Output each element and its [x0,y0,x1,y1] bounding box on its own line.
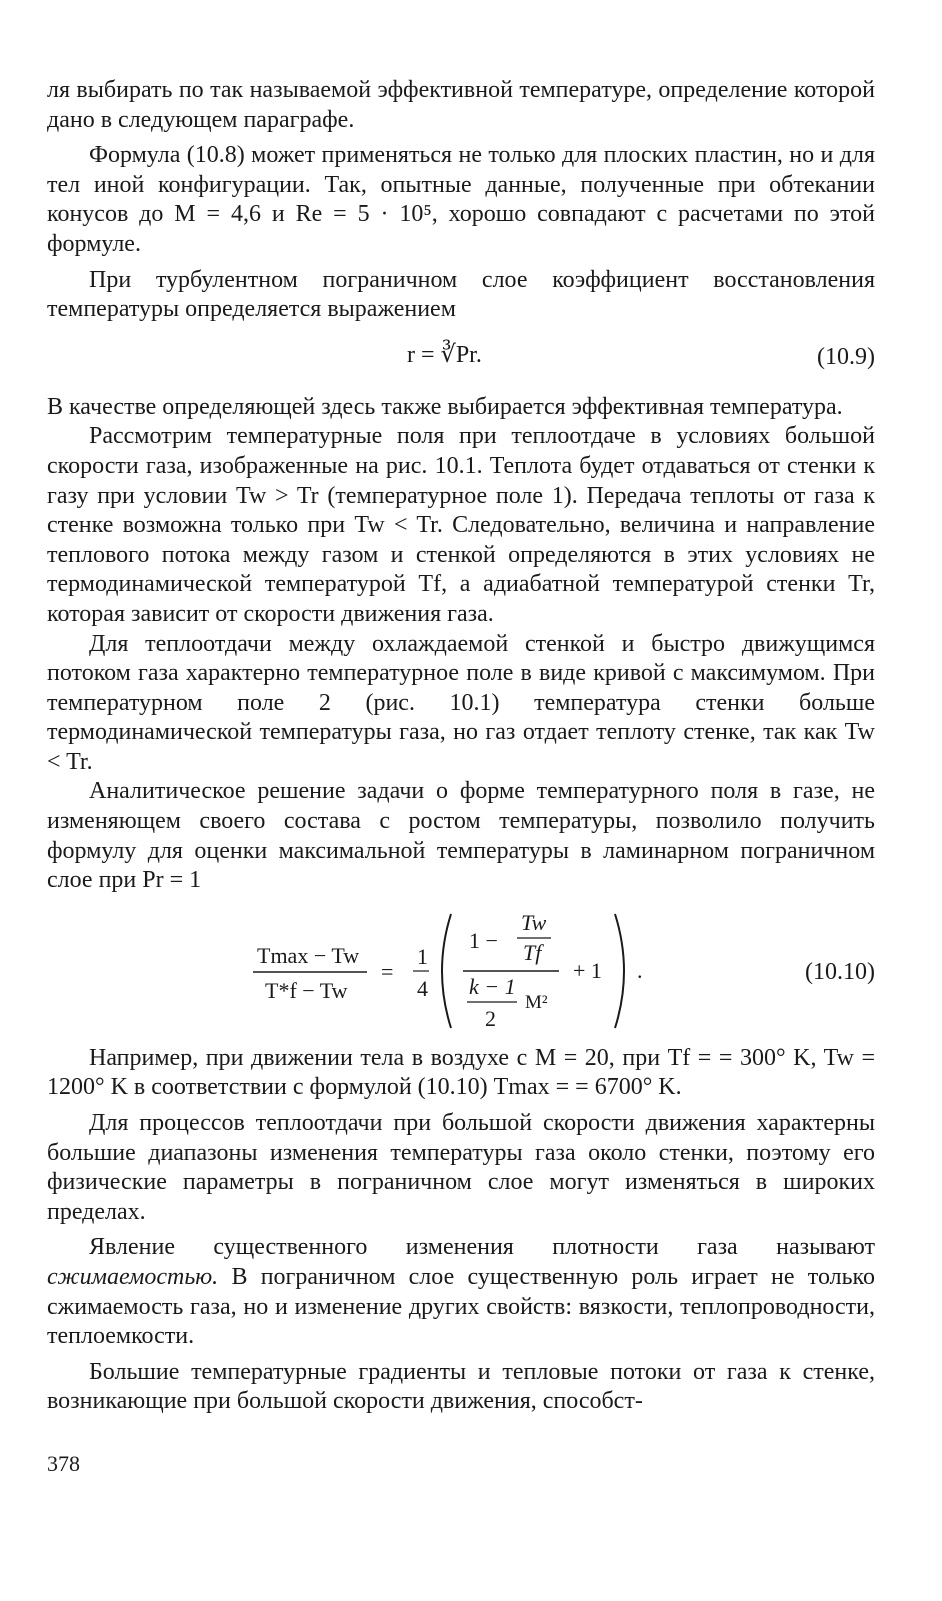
eq-plus-one: + 1 [573,957,602,983]
equation-10-9-formula: r = ∛Pr. [407,341,482,368]
paragraph-4: В качестве определяющей здесь также выбирается эффективная температура. [47,393,843,420]
equation-10-9 [47,337,875,377]
eq-lhs-denominator: T*f − Tw [265,977,348,1003]
eq-coef-numerator: 1 [417,943,428,969]
paragraph-9: Для процессов теплоотдачи при большой скорости движения характерны большие диапазоны изменения температуры газа около стенки, поэтому его физические параметры в пограничном слое могут изменяться в широких пределах. [47,1110,875,1225]
equation-10-10-number: (10.10) [805,958,875,985]
paragraph-10-start: Явление существенного изменения плотности газа называют [89,1234,875,1261]
eq-inner-tw: Tw [521,909,547,935]
eq-lhs-numerator: Tmax − Tw [257,942,360,968]
paragraph-2: Формула (10.8) может применяться не только для плоских пластин, но и для тел иной конфигурации. Так, опытные данные, полученные при обтекании конусов до M = 4,6 и Re = 5 · 10⁵, хорошо совпадают с расчетами по этой формуле. [47,142,875,257]
eq-inner-tf: Tf [523,939,542,965]
equation-10-10 [47,908,875,1034]
page-number: 378 [47,1451,80,1476]
eq-m-squared: M² [525,991,548,1013]
paragraph-10 [47,1233,875,1351]
eq-coef-denominator: 4 [417,975,428,1001]
svg-text:=: = [381,958,394,984]
eq-inner-one: 1 − [469,927,498,953]
paragraph-1: ля выбирать по так называемой эффективной температуре, определение которой дано в следующем параграфе. [47,77,875,133]
paragraph-11: Большие температурные градиенты и тепловые потоки от газа к стенке, возникающие при большой скорости движения, способст- [47,1358,875,1415]
paragraph-6: Для теплоотдачи между охлаждаемой стенкой и быстро движущимся потоком газа характерно температурное поле в виде кривой с максимумом. При температурном поле 2 (рис. 10.1) температура стенки больше термодинамической температуры газа, но газ отдает теплоту стенке, так как Tw < Tr. [47,630,875,775]
eq-k-numerator: k − 1 [469,973,516,999]
paragraph-10-end: В пограничном слое существенную роль играет не только сжимаемость газа, но и изменение других свойств: вязкости, теплопроводности, теплоемкости. [47,1264,875,1350]
paragraph-8: Например, при движении тела в воздухе с M = 20, при Tf = = 300° K, Tw = 1200° K в соответствии с формулой (10.10) Tmax = = 6700° K. [47,1044,875,1101]
equation-10-9-number: (10.9) [817,343,875,370]
eq-k-denominator: 2 [485,1005,496,1031]
book-page [47,76,875,1417]
paragraph-7: Аналитическое решение задачи о форме температурного поля в газе, не изменяющем своего состава с ростом температуры, позволило получить формулу для оценки максимальной температуры в ламинарном пограничном слое при Pr = 1 [47,778,875,894]
svg-text:.: . [637,957,643,983]
paragraph-3: При турбулентном пограничном слое коэффициент восстановления температуры определяется выражением [47,266,875,323]
term-compressibility: сжимаемостью. [47,1264,219,1290]
paragraph-5: Рассмотрим температурные поля при теплоотдаче в условиях большой скорости газа, изображенные на рис. 10.1. Теплота будет отдаваться от стенки к газу при условии Tw > Tr (температурное поле 1). Передача теплоты от газа к стенке возможна только при Tw < Tr. Следовательно, величина и направление теплового потока между газом и стенкой определяются в этих условиях не термодинамической температурой Tf, а адиабатной температурой стенки Tr, которая зависит от скорости движения газа. [47,423,875,627]
equation-10-10-formula [247,908,707,1034]
